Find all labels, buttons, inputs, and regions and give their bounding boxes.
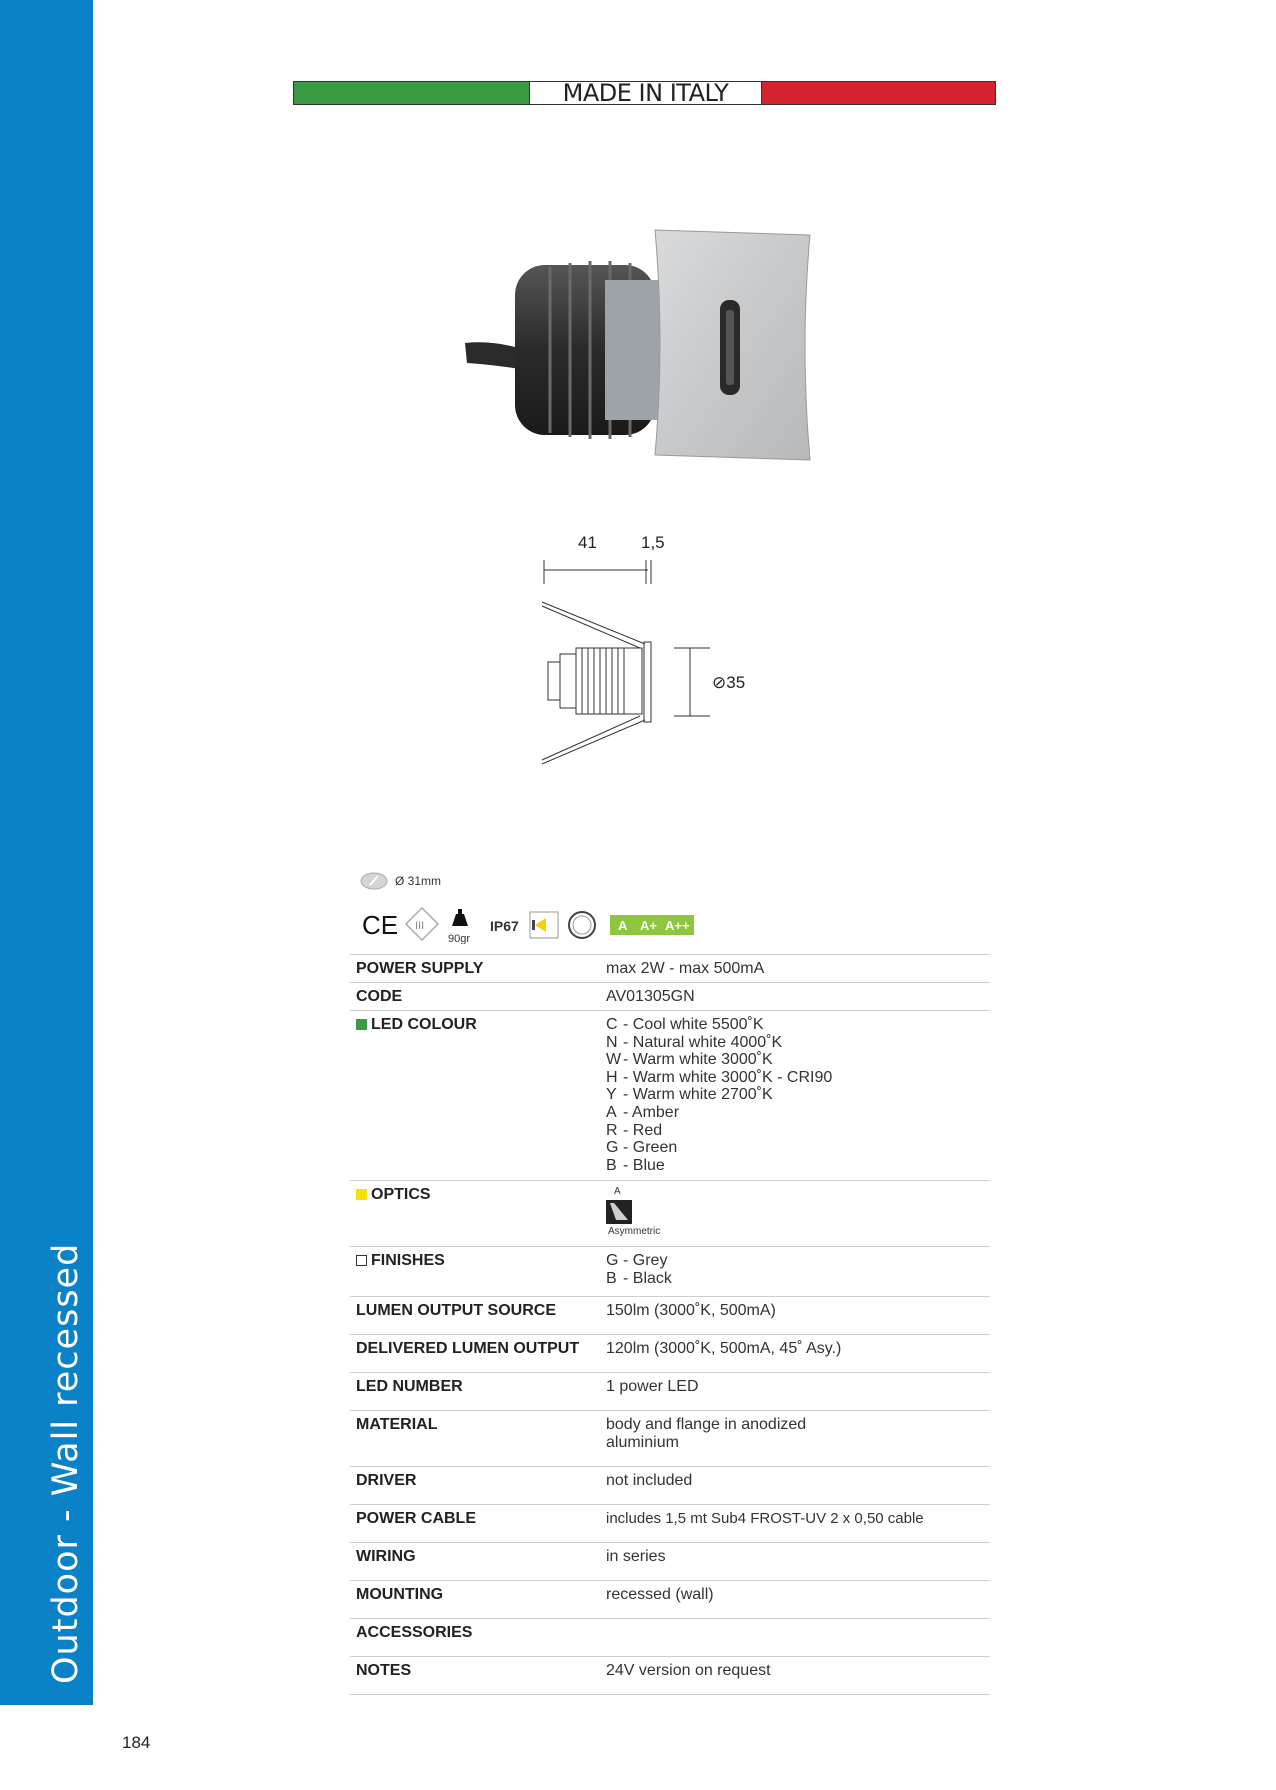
optics-name: Asymmetric — [608, 1226, 661, 1237]
spec-label: MOUNTING — [350, 1581, 600, 1619]
product-photo — [455, 225, 825, 465]
rotation-icon — [569, 912, 595, 938]
spec-label: LED NUMBER — [350, 1373, 600, 1411]
list-item: W - Warm white 3000˚K — [606, 1051, 773, 1069]
depth-dimension: 41 — [578, 533, 597, 552]
spec-value: not included — [600, 1467, 990, 1505]
optics-option — [606, 1186, 984, 1242]
spec-value: 1 power LED — [600, 1373, 990, 1411]
spec-row-led-colour — [350, 1011, 990, 1181]
spec-label: NOTES — [350, 1657, 600, 1695]
spec-label: POWER SUPPLY — [350, 955, 600, 983]
spec-label: ACCESSORIES — [350, 1619, 600, 1657]
spec-value: in series — [600, 1543, 990, 1581]
spec-label: OPTICS — [371, 1186, 431, 1203]
list-item: G - Grey — [606, 1252, 668, 1269]
list-item: A - Amber — [606, 1103, 680, 1121]
spec-row-power-cable — [350, 1505, 990, 1543]
spec-value: recessed (wall) — [600, 1581, 990, 1619]
weight-icon — [452, 909, 468, 926]
optics-swatch — [356, 1189, 367, 1200]
spec-label: LUMEN OUTPUT SOURCE — [350, 1297, 600, 1335]
hole-saw-icon — [360, 872, 390, 890]
flange-dimension: 1,5 — [641, 533, 665, 552]
spec-row-finishes — [350, 1247, 990, 1297]
spec-value: 24V version on request — [600, 1657, 990, 1695]
certification-icons — [360, 904, 720, 944]
hole-diameter-label: Ø 31mm — [395, 874, 442, 888]
flag-green-band — [294, 82, 530, 104]
list-item: R - Red — [606, 1121, 663, 1139]
list-item: Y - Warm white 2700˚K — [606, 1086, 773, 1104]
asymmetric-beam-icon — [606, 1200, 632, 1224]
size-dimension: ⊘35 — [712, 673, 746, 692]
spec-row-notes — [350, 1657, 990, 1695]
made-in-italy-banner — [293, 81, 996, 105]
list-item: C - Cool white 5500˚K — [606, 1016, 764, 1033]
spec-row-driver — [350, 1467, 990, 1505]
class-iii-icon — [406, 908, 438, 940]
list-item: B - Black — [606, 1269, 672, 1287]
spec-value: max 2W - max 500mA — [600, 955, 990, 983]
spec-value: 150lm (3000˚K, 500mA) — [600, 1297, 990, 1335]
optics-code: A — [614, 1186, 621, 1197]
svg-text:A++: A++ — [665, 918, 690, 933]
ip-rating-label: IP67 — [490, 918, 519, 934]
list-item: N - Natural white 4000˚K — [606, 1033, 783, 1051]
svg-text:CE: CE — [362, 910, 399, 940]
spec-label: POWER CABLE — [350, 1505, 600, 1543]
section-title: Outdoor - Wall recessed — [46, 1242, 86, 1684]
spec-table — [350, 954, 990, 1695]
spec-row-power-supply — [350, 955, 990, 983]
ce-mark-icon — [362, 910, 398, 940]
list-item: H - Warm white 3000˚K - CRI90 — [606, 1068, 833, 1086]
spec-value: AV01305GN — [600, 983, 990, 1011]
spec-label: LED COLOUR — [371, 1016, 477, 1033]
energy-class-icon — [610, 915, 694, 935]
list-item: B - Blue — [606, 1156, 665, 1174]
spec-row-wiring — [350, 1543, 990, 1581]
spec-row-code — [350, 983, 990, 1011]
led-colour-swatch — [356, 1019, 367, 1030]
spec-row-material — [350, 1411, 990, 1467]
spec-value: 120lm (3000˚K, 500mA, 45˚ Asy.) — [600, 1335, 990, 1373]
spec-label: WIRING — [350, 1543, 600, 1581]
spec-label: MATERIAL — [350, 1411, 600, 1467]
spec-row-led-number — [350, 1373, 990, 1411]
svg-text:A: A — [618, 918, 628, 933]
spec-row-lumen-source — [350, 1297, 990, 1335]
dimension-drawing — [520, 530, 760, 770]
hole-diameter — [360, 870, 441, 892]
svg-text:III: III — [415, 920, 425, 932]
spec-value — [600, 1619, 990, 1657]
led-colour-options — [600, 1011, 990, 1181]
flag-red-band — [761, 82, 995, 104]
spec-label: DRIVER — [350, 1467, 600, 1505]
made-in-italy-label: MADE IN ITALY — [530, 82, 761, 104]
spec-label: FINISHES — [371, 1252, 445, 1269]
finishes-swatch — [356, 1255, 367, 1266]
svg-text:A+: A+ — [640, 918, 657, 933]
beam-icon — [530, 912, 558, 938]
spec-row-mounting — [350, 1581, 990, 1619]
spec-row-optics — [350, 1181, 990, 1247]
spec-row-accessories — [350, 1619, 990, 1657]
spec-row-delivered-lumen — [350, 1335, 990, 1373]
list-item: G - Green — [606, 1139, 678, 1157]
spec-value: body and flange in anodized aluminium — [600, 1411, 990, 1467]
finish-options — [600, 1247, 990, 1297]
weight-label: 90gr — [448, 933, 471, 944]
page-number: 184 — [122, 1733, 151, 1752]
spec-label: CODE — [350, 983, 600, 1011]
spec-value: includes 1,5 mt Sub4 FROST-UV 2 x 0,50 cable — [600, 1505, 990, 1543]
spec-label: DELIVERED LUMEN OUTPUT — [350, 1335, 600, 1373]
